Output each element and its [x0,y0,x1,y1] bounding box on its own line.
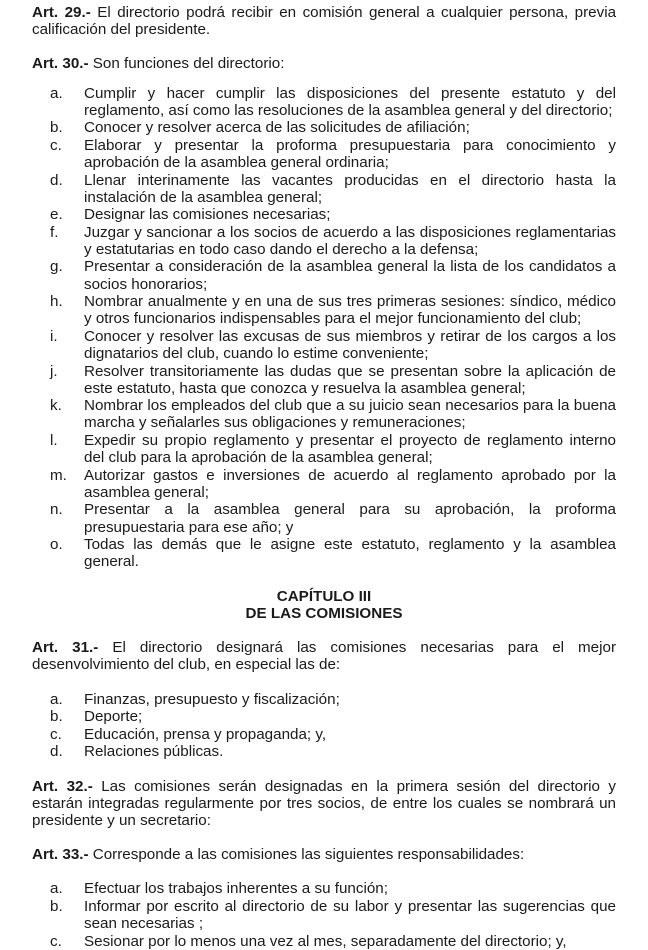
list-item [32,536,616,570]
article-33-label: Art. 33.- [32,846,89,864]
article-29-label: Art. 29.- [32,4,91,21]
list-item-marker: b. [50,897,63,915]
list-item-marker: c. [50,136,62,154]
list-item [32,467,616,501]
list-item [32,85,616,119]
list-item-marker: g. [50,258,63,276]
list-item [32,224,616,258]
list-item-marker: m. [50,466,67,484]
article-31 [32,639,616,673]
list-item-text: Efectuar los trabajos inherentes a su función; [84,880,388,898]
article-33-text: Corresponde a las comisiones las siguientes responsabilidades: [88,846,525,864]
article-33 [32,846,616,863]
article-32 [32,778,616,830]
article-32-text: Las comisiones serán designadas en la primera sesión del directorio y estarán integradas regularmente por tres socios, de entre los cuales se nombrará un presidente y un secretario: [32,777,617,829]
list-item-text: Presentar a consideración de la asamblea general la lista de los candidatos a socios honorarios; [84,258,616,293]
list-item-text: Sesionar por lo menos una vez al mes, separadamente del directorio; y, [84,932,567,950]
list-item-text: Nombrar anualmente y en una de sus tres primeras sesiones: síndico, médico y otros funcionarios indispensables para el mejor funcionamiento del club; [84,293,616,328]
list-item-text: Informar por escrito al directorio de su labor y presentar las sugerencias que sean necesarias ; [84,897,616,933]
list-item [32,172,616,206]
list-item-text: Resolver transitoriamente las dudas que se presentan sobre la aplicación de este estatuto, hasta que conozca y resuelva la asamblea general; [84,362,616,397]
list-item [32,880,616,897]
list-item-marker: e. [50,206,63,224]
list-item-marker: a. [50,880,63,898]
list-item-text: Autorizar gastos e inversiones de acuerdo al reglamento aprobado por la asamblea general; [84,466,616,501]
list-item [32,363,616,397]
list-item [32,726,616,743]
list-item-marker: i. [50,327,58,345]
chapter-number: CAPÍTULO III [276,587,372,605]
article-30-label: Art. 30.- [32,55,89,73]
list-item [32,258,616,292]
list-item-marker: b. [50,708,63,726]
list-item-text: Finanzas, presupuesto y fiscalización; [84,690,340,708]
list-item-text: Conocer y resolver las excusas de sus miembros y retirar de los cargos a los dignatarios del club, cuando lo estime conveniente; [84,327,616,363]
article-31-list [32,691,616,761]
list-item-marker: a. [50,690,63,708]
chapter-title: DE LAS COMISIONES [245,604,403,622]
list-item-marker: a. [50,84,63,102]
list-item [32,397,616,431]
list-item [32,328,616,362]
article-32-label: Art. 32.- [32,777,93,795]
article-33-list [32,880,616,949]
list-item [32,293,616,327]
list-item-text: Conocer y resolver acerca de las solicitudes de afiliación; [84,119,470,137]
list-item-text: Presentar a la asamblea general para su aprobación, la proforma presupuestaria para ese año; y [84,501,616,536]
document-page [32,4,616,950]
list-item-marker: n. [50,501,63,519]
list-item-text: Relaciones públicas. [84,743,224,761]
list-item [32,119,616,136]
list-item-marker: k. [50,397,62,415]
list-item [32,898,616,932]
article-30 [32,55,616,72]
list-item-text: Designar las comisiones necesarias; [84,206,331,224]
list-item-marker: l. [50,431,58,449]
list-item [32,933,616,950]
article-31-text: El directorio designará las comisiones necesarias para el mejor desenvolvimiento del club, en especial las de: [32,639,617,674]
list-item-marker: f. [50,223,59,241]
list-item-marker: o. [50,536,63,554]
list-item-marker: c. [50,725,62,743]
list-item-text: Nombrar los empleados del club que a su juicio sean necesarios para la buena marcha y señalarles sus obligaciones y remuneraciones; [84,397,616,432]
list-item [32,137,616,171]
list-item-marker: d. [50,743,63,761]
list-item-text: Cumplir y hacer cumplir las disposiciones del presente estatuto y del reglamento, así como las resoluciones de la asamblea general y del directorio; [84,84,616,119]
list-item [32,432,616,466]
list-item-text: Educación, prensa y propaganda; y, [84,725,327,743]
article-30-text: Son funciones del directorio: [88,55,285,73]
article-29-text: El directorio podrá recibir en comisión general a cualquier persona, previa calificación del presidente. [32,4,617,39]
article-30-list [32,85,616,571]
list-item [32,206,616,223]
list-item-marker: b. [50,119,63,137]
list-item-text: Juzgar y sancionar a los socios de acuerdo a las disposiciones reglamentarias y estatutarias en todo caso dando el derecho a la defensa; [84,223,616,258]
list-item [32,691,616,708]
list-item-text: Llenar interinamente las vacantes producidas en el directorio hasta la instalación de la asamblea general; [84,171,616,206]
list-item-text: Elaborar y presentar la proforma presupuestaria para conocimiento y aprobación de la asamblea general ordinaria; [84,136,616,172]
list-item-marker: h. [50,293,63,311]
list-item [32,743,616,760]
article-29 [32,4,616,38]
list-item [32,501,616,535]
list-item-marker: c. [50,932,62,950]
list-item [32,708,616,725]
article-31-label: Art. 31.- [32,639,99,657]
list-item-text: Expedir su propio reglamento y presentar el proyecto de reglamento interno del club para la aprobación de la asamblea general; [84,431,616,467]
list-item-text: Deporte; [84,708,143,726]
list-item-marker: j. [50,362,58,380]
list-item-text: Todas las demás que le asigne este estatuto, reglamento y la asamblea general. [84,536,616,571]
list-item-marker: d. [50,171,63,189]
